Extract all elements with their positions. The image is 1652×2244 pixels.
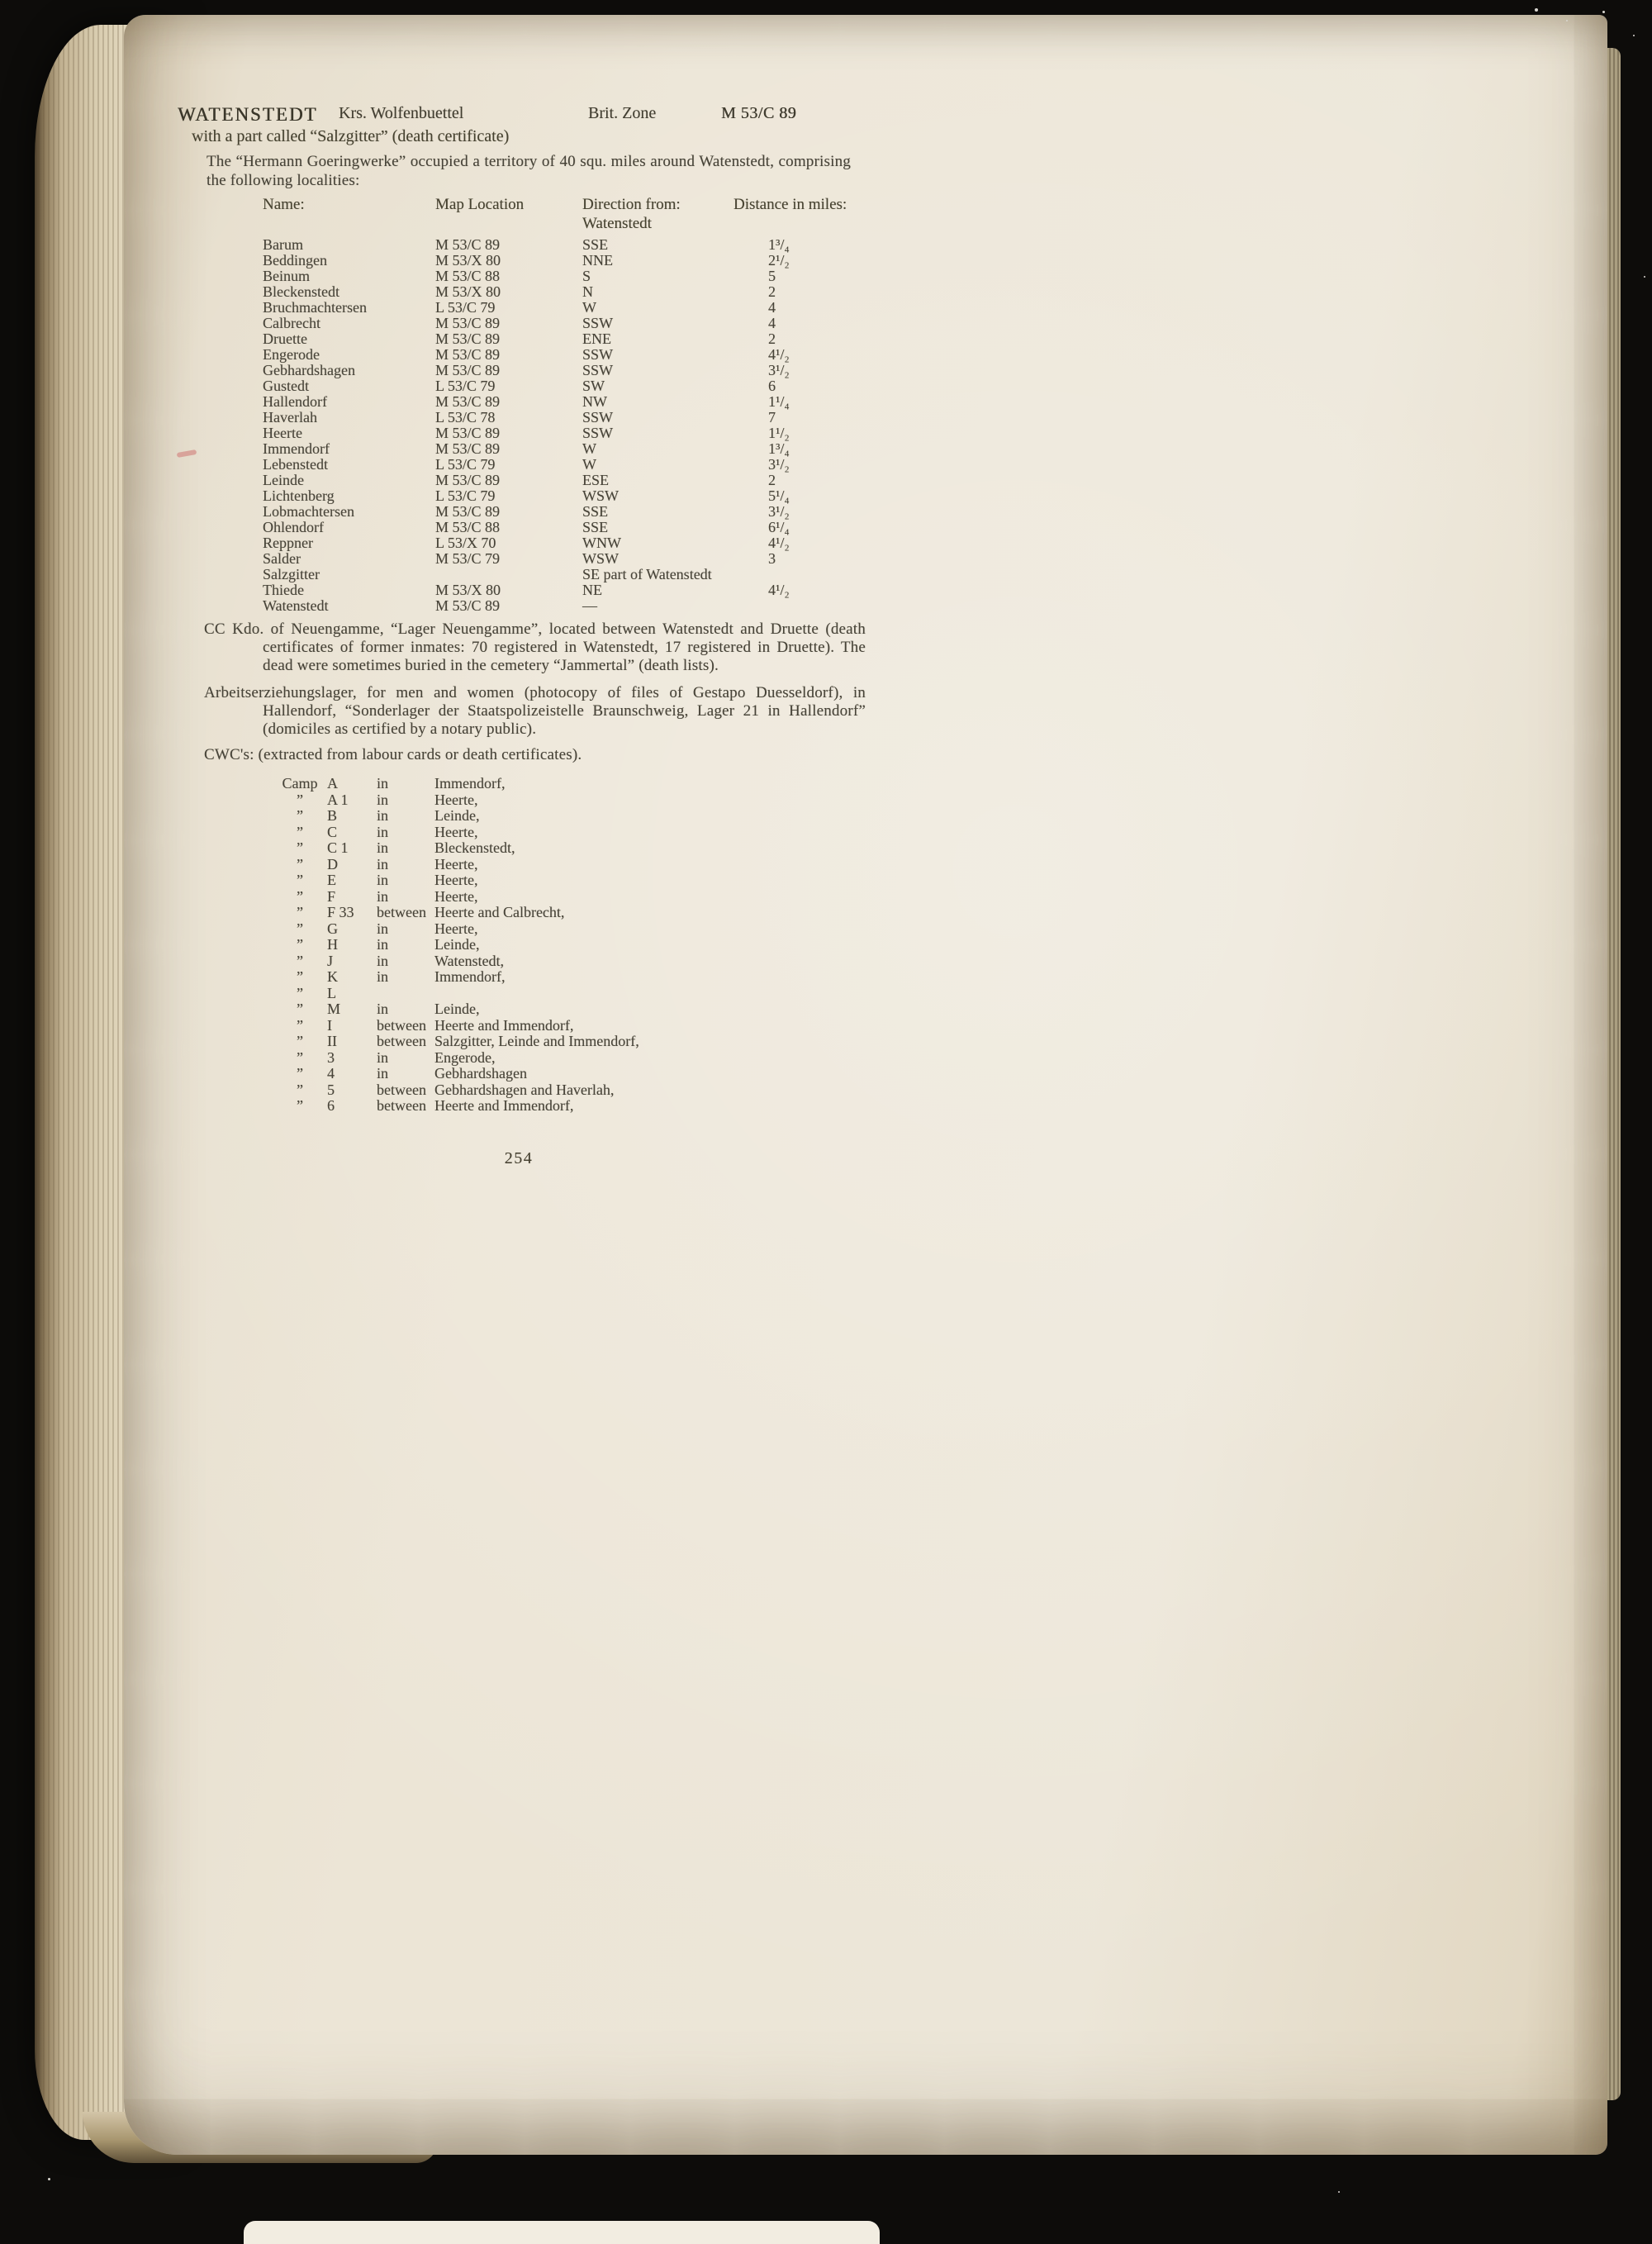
book-bottom-page-edge <box>244 2221 880 2244</box>
column-header-distance: Distance in miles: <box>733 196 847 213</box>
localities-table-header <box>263 196 907 235</box>
camp-relation-cell: in <box>377 855 389 872</box>
camp-location-cell: Gebhardshagen <box>434 1065 527 1082</box>
locality-direction-cell: — <box>582 597 597 614</box>
camp-location-cell: Heerte and Immendorf, <box>434 1097 574 1114</box>
locality-row <box>263 520 857 535</box>
locality-direction-cell: SSW <box>582 409 614 426</box>
locality-direction-cell: WNW <box>582 535 621 551</box>
page-number: 254 <box>504 1149 534 1167</box>
locality-row <box>263 488 857 504</box>
locality-distance-cell: 2¹/₂ <box>768 252 790 269</box>
locality-direction-cell: SSW <box>582 425 614 441</box>
locality-row <box>263 410 857 426</box>
locality-distance-cell: 3¹/₂ <box>768 503 790 520</box>
camp-relation-cell: in <box>377 791 389 808</box>
locality-row <box>263 284 857 300</box>
column-header-map: Map Location <box>435 196 525 213</box>
locality-map-cell: M 53/C 89 <box>435 315 501 331</box>
camp-relation-cell: between <box>377 904 426 920</box>
locality-distance-cell <box>733 598 857 614</box>
locality-direction-cell: ENE <box>582 330 611 347</box>
camp-location-cell: Salzgitter, Leinde and Immendorf, <box>434 1033 639 1049</box>
locality-distance-cell: 2 <box>768 283 776 300</box>
locality-row <box>263 300 857 316</box>
dust-speck <box>1644 276 1645 278</box>
locality-distance-cell: 5¹/₄ <box>768 487 790 504</box>
locality-distance-cell <box>733 567 857 582</box>
camp-id-cell: I <box>327 1016 332 1034</box>
camp-prefix-cell: ” <box>297 1081 303 1098</box>
camp-prefix-cell: ” <box>297 855 303 872</box>
camp-location-cell: Engerode, <box>434 1048 496 1066</box>
camp-id-cell: A <box>327 775 338 792</box>
locality-name-cell: Bruchmachtersen <box>263 299 367 316</box>
camp-prefix-cell: ” <box>297 1001 303 1017</box>
camp-row <box>273 953 639 970</box>
camp-row <box>273 872 639 889</box>
locality-distance-cell: 4¹/₂ <box>768 346 790 363</box>
camp-id-cell: 3 <box>327 1048 335 1066</box>
camp-relation-cell: in <box>377 872 389 888</box>
camp-prefix-cell: ” <box>297 872 303 888</box>
locality-direction-cell: SW <box>582 378 605 394</box>
locality-row <box>263 535 857 551</box>
camp-location-cell: Heerte, <box>434 791 478 808</box>
camp-row <box>273 986 639 1002</box>
locality-map-cell: M 53/C 89 <box>435 346 501 363</box>
camp-row <box>273 937 639 953</box>
locality-map-cell: M 53/C 89 <box>435 503 501 520</box>
locality-map-cell: M 53/C 88 <box>435 519 501 535</box>
camp-id-cell: E <box>327 872 336 888</box>
locality-row <box>263 473 857 488</box>
locality-name-cell: Druette <box>263 330 307 347</box>
locality-map-cell: M 53/C 89 <box>435 472 501 488</box>
dust-speck <box>1338 2191 1340 2193</box>
locality-title: WATENSTEDT <box>178 104 318 125</box>
camp-id-cell: C <box>327 823 338 840</box>
locality-map-cell <box>435 567 582 582</box>
intro-paragraph: The “Hermann Goeringwerke” occupied a territory of 40 squ. miles around Watenstedt, comprising the following localities: <box>206 153 851 189</box>
camp-relation-cell: in <box>377 968 389 985</box>
camp-prefix-cell: ” <box>297 1048 303 1066</box>
locality-direction-cell: NNE <box>582 252 613 269</box>
locality-map-cell: M 53/C 89 <box>435 330 501 347</box>
locality-row <box>263 316 857 331</box>
camp-location-cell: Leinde, <box>434 936 480 953</box>
locality-direction-cell: NE <box>582 582 602 598</box>
camp-location-cell: Heerte, <box>434 887 478 905</box>
camp-location-cell: Bleckenstedt, <box>434 839 515 856</box>
locality-direction-cell: SE part of Watenstedt <box>582 566 712 582</box>
locality-direction-cell: SSW <box>582 346 614 363</box>
camp-row <box>273 776 639 792</box>
camp-location-cell: Heerte, <box>434 855 478 872</box>
camp-location-cell: Gebhardshagen and Haverlah, <box>434 1081 615 1098</box>
camp-id-cell: 4 <box>327 1065 335 1082</box>
locality-name-cell: Beinum <box>263 268 310 284</box>
locality-map-cell: M 53/X 80 <box>435 582 501 598</box>
locality-name-cell: Watenstedt <box>263 597 329 614</box>
camp-relation-cell: between <box>377 1081 426 1098</box>
locality-row <box>263 269 857 284</box>
locality-row <box>263 582 857 598</box>
locality-name-cell: Reppner <box>263 535 313 551</box>
locality-distance-cell: 2 <box>768 472 776 488</box>
locality-row <box>263 551 857 567</box>
district-label: Krs. Wolfenbuettel <box>339 104 464 122</box>
camp-prefix-cell: ” <box>297 807 303 824</box>
locality-map-cell: M 53/C 89 <box>435 425 501 441</box>
locality-direction-cell: S <box>582 268 591 284</box>
locality-map-cell: L 53/C 79 <box>435 456 496 473</box>
camp-prefix-cell: ” <box>297 968 303 985</box>
camp-row <box>273 1050 639 1067</box>
camp-prefix-cell: ” <box>297 887 303 905</box>
camp-row <box>273 1082 639 1099</box>
locality-map-cell: M 53/C 89 <box>435 597 501 614</box>
locality-distance-cell: 3¹/₂ <box>768 362 790 378</box>
camp-id-cell: J <box>327 952 334 969</box>
locality-name-cell: Lebenstedt <box>263 456 328 473</box>
camp-id-cell: B <box>327 807 338 824</box>
camp-row <box>273 1066 639 1082</box>
camp-prefix-cell: ” <box>297 952 303 969</box>
locality-direction-cell: SSW <box>582 362 614 378</box>
camp-id-cell: 5 <box>327 1081 335 1098</box>
camp-row <box>273 1018 639 1034</box>
camp-prefix-cell: ” <box>297 823 303 840</box>
locality-row <box>263 378 857 394</box>
locality-row <box>263 331 857 347</box>
camp-relation-cell: in <box>377 887 389 905</box>
camp-relation-cell: between <box>377 1016 426 1034</box>
camp-prefix-cell: ” <box>297 1033 303 1049</box>
camp-relation-cell: in <box>377 807 389 824</box>
camp-location-cell: Immendorf, <box>434 775 506 792</box>
locality-row <box>263 457 857 473</box>
camp-location-cell: Watenstedt, <box>434 952 505 969</box>
locality-map-cell: L 53/C 79 <box>435 487 496 504</box>
locality-name-cell: Haverlah <box>263 409 317 426</box>
camp-location-cell: Heerte and Calbrecht, <box>434 904 565 920</box>
camp-relation-cell <box>377 986 434 1002</box>
locality-row <box>263 598 857 614</box>
camp-id-cell: F 33 <box>327 904 354 920</box>
locality-map-cell: L 53/X 70 <box>435 535 496 551</box>
locality-map-cell: M 53/C 89 <box>435 440 501 457</box>
camp-relation-cell: between <box>377 1033 426 1049</box>
locality-distance-cell: 1¹/₄ <box>768 393 790 410</box>
page-header <box>124 104 1607 129</box>
camp-id-cell: H <box>327 936 338 953</box>
locality-map-cell: M 53/C 89 <box>435 393 501 410</box>
cckdo-note: CC Kdo. of Neuengamme, “Lager Neuengamme”, located between Watenstedt and Druette (death certificates of former inmates: 70 registered in Watenstedt, 17 registered in Druette). The dead were sometimes buried in the cemetery “Jammertal” (death lists). <box>204 620 866 674</box>
locality-name-cell: Lobmachtersen <box>263 503 354 520</box>
locality-direction-cell: NW <box>582 393 607 410</box>
camp-row <box>273 1098 639 1115</box>
locality-row <box>263 567 857 582</box>
dust-speck <box>1633 35 1635 36</box>
occupation-zone: Brit. Zone <box>588 104 657 122</box>
camp-location-cell: Heerte, <box>434 872 478 888</box>
camp-id-cell: L <box>327 984 336 1001</box>
locality-direction-cell: W <box>582 440 596 457</box>
locality-distance-cell: 1³/₄ <box>768 440 790 457</box>
locality-name-cell: Leinde <box>263 472 304 488</box>
camp-location-cell: Heerte, <box>434 920 478 937</box>
camp-row <box>273 905 639 921</box>
camp-prefix-cell: ” <box>297 1097 303 1114</box>
locality-direction-cell: SSE <box>582 236 609 253</box>
camp-id-cell: A 1 <box>327 791 349 808</box>
camp-id-cell: F <box>327 887 336 905</box>
locality-direction-cell: WSW <box>582 487 619 504</box>
column-header-name: Name: <box>263 196 305 213</box>
cwc-intro-line: CWC's: (extracted from labour cards or death certificates). <box>204 746 582 763</box>
locality-name-cell: Hallendorf <box>263 393 327 410</box>
locality-name-cell: Bleckenstedt <box>263 283 339 300</box>
camp-prefix-cell: ” <box>297 839 303 856</box>
locality-distance-cell: 5 <box>768 268 776 284</box>
camp-relation-cell: in <box>377 775 389 792</box>
camp-prefix-cell: ” <box>297 1016 303 1034</box>
locality-distance-cell: 2 <box>768 330 776 347</box>
column-header-direction: Direction from: <box>582 196 681 213</box>
locality-direction-cell: W <box>582 299 596 316</box>
camp-relation-cell: in <box>377 920 389 937</box>
arbeits-note: Arbeitserziehungslager, for men and women (photocopy of files of Gestapo Duesseldorf), in Hallendorf, “Sonderlager der Staatspolizeistelle Braunschweig, Lager 21 in Hallendorf” (domiciles as certified by a notary public). <box>204 684 866 738</box>
locality-map-cell: M 53/C 89 <box>435 236 501 253</box>
camp-prefix-cell: ” <box>297 920 303 937</box>
locality-map-cell: M 53/C 89 <box>435 362 501 378</box>
camp-id-cell: G <box>327 920 338 937</box>
camp-id-cell: M <box>327 1001 341 1017</box>
camp-id-cell: K <box>327 968 338 985</box>
camp-relation-cell: in <box>377 839 389 856</box>
locality-name-cell: Heerte <box>263 425 302 441</box>
camp-location-cell: Immendorf, <box>434 968 506 985</box>
camp-row <box>273 840 639 857</box>
locality-distance-cell: 4¹/₂ <box>768 582 790 598</box>
locality-row <box>263 441 857 457</box>
map-reference: M 53/C 89 <box>721 104 797 122</box>
camp-location-cell: Heerte and Immendorf, <box>434 1016 574 1034</box>
book-page <box>124 15 1607 2155</box>
locality-name-cell: Lichtenberg <box>263 487 335 504</box>
camp-row <box>273 889 639 906</box>
locality-map-cell: M 53/X 80 <box>435 283 501 300</box>
locality-direction-cell: ESE <box>582 472 610 488</box>
camp-location-cell: Leinde, <box>434 1001 480 1017</box>
camp-prefix-cell: ” <box>297 904 303 920</box>
locality-distance-cell: 4¹/₂ <box>768 535 790 551</box>
camp-id-cell: II <box>327 1033 337 1049</box>
locality-direction-cell: SSE <box>582 503 609 520</box>
locality-distance-cell: 1¹/₂ <box>768 425 790 441</box>
locality-distance-cell: 3¹/₂ <box>768 456 790 473</box>
camp-prefix-cell: ” <box>297 1065 303 1082</box>
locality-distance-cell: 1³/₄ <box>768 236 790 253</box>
margin-mark <box>177 449 197 458</box>
camp-row <box>273 808 639 825</box>
dust-speck <box>48 2178 50 2180</box>
locality-name-cell: Gustedt <box>263 378 309 394</box>
locality-map-cell: L 53/C 79 <box>435 378 496 394</box>
dust-speck <box>1602 11 1605 13</box>
camp-relation-cell: in <box>377 1048 389 1066</box>
locality-name-cell: Gebhardshagen <box>263 362 355 378</box>
locality-direction-cell: WSW <box>582 550 619 567</box>
camp-relation-cell: between <box>377 1097 426 1114</box>
locality-name-cell: Salzgitter <box>263 566 320 582</box>
locality-distance-cell: 3 <box>768 550 776 567</box>
locality-name-cell: Calbrecht <box>263 315 320 331</box>
locality-map-cell: M 53/X 80 <box>435 252 501 269</box>
locality-name-cell: Salder <box>263 550 301 567</box>
locality-map-cell: M 53/C 79 <box>435 550 501 567</box>
locality-row <box>263 426 857 441</box>
locality-name-cell: Barum <box>263 236 303 253</box>
locality-name-cell: Ohlendorf <box>263 519 324 535</box>
locality-name-cell: Beddingen <box>263 252 327 269</box>
camp-id-cell: C 1 <box>327 839 349 856</box>
camp-row <box>273 1034 639 1050</box>
camp-relation-cell: in <box>377 1001 389 1017</box>
camp-id-cell: 6 <box>327 1097 335 1114</box>
dust-speck <box>1566 20 1568 21</box>
locality-distance-cell: 4 <box>768 299 776 316</box>
locality-row <box>263 504 857 520</box>
locality-map-cell: L 53/C 78 <box>435 409 496 426</box>
locality-row <box>263 253 857 269</box>
locality-name-cell: Thiede <box>263 582 304 598</box>
camp-prefix-cell: ” <box>297 936 303 953</box>
locality-direction-cell: W <box>582 456 596 473</box>
locality-direction-cell: SSW <box>582 315 614 331</box>
camp-row <box>273 857 639 873</box>
locality-direction-cell: SSE <box>582 519 609 535</box>
camp-relation-cell: in <box>377 936 389 953</box>
camp-row <box>273 969 639 986</box>
camp-prefix-cell: ” <box>297 791 303 808</box>
camp-location-cell: Heerte, <box>434 823 478 840</box>
locality-row <box>263 363 857 378</box>
page-subtitle: with a part called “Salzgitter” (death certificate) <box>192 127 510 145</box>
camps-list <box>273 776 639 1115</box>
locality-row <box>263 237 857 253</box>
camp-row <box>273 1001 639 1018</box>
camp-row <box>273 921 639 938</box>
localities-table <box>263 237 857 614</box>
locality-distance-cell: 6¹/₄ <box>768 519 790 535</box>
locality-direction-cell: N <box>582 283 593 300</box>
locality-row <box>263 347 857 363</box>
locality-name-cell: Immendorf <box>263 440 330 457</box>
camp-row <box>273 825 639 841</box>
locality-name-cell: Engerode <box>263 346 320 363</box>
locality-map-cell: L 53/C 79 <box>435 299 496 316</box>
locality-distance-cell: 7 <box>768 409 776 426</box>
locality-distance-cell: 4 <box>768 315 776 331</box>
locality-distance-cell: 6 <box>768 378 776 394</box>
dust-speck <box>1535 8 1538 12</box>
camp-relation-cell: in <box>377 1065 389 1082</box>
camp-location-cell: Leinde, <box>434 807 480 824</box>
camp-prefix-cell: ” <box>297 984 303 1001</box>
camp-id-cell: D <box>327 855 338 872</box>
locality-row <box>263 394 857 410</box>
column-header-direction2: Watenstedt <box>582 215 652 232</box>
camp-prefix-cell: Camp <box>282 775 318 792</box>
camp-relation-cell: in <box>377 952 389 969</box>
locality-map-cell: M 53/C 88 <box>435 268 501 284</box>
camp-relation-cell: in <box>377 823 389 840</box>
camp-row <box>273 792 639 809</box>
